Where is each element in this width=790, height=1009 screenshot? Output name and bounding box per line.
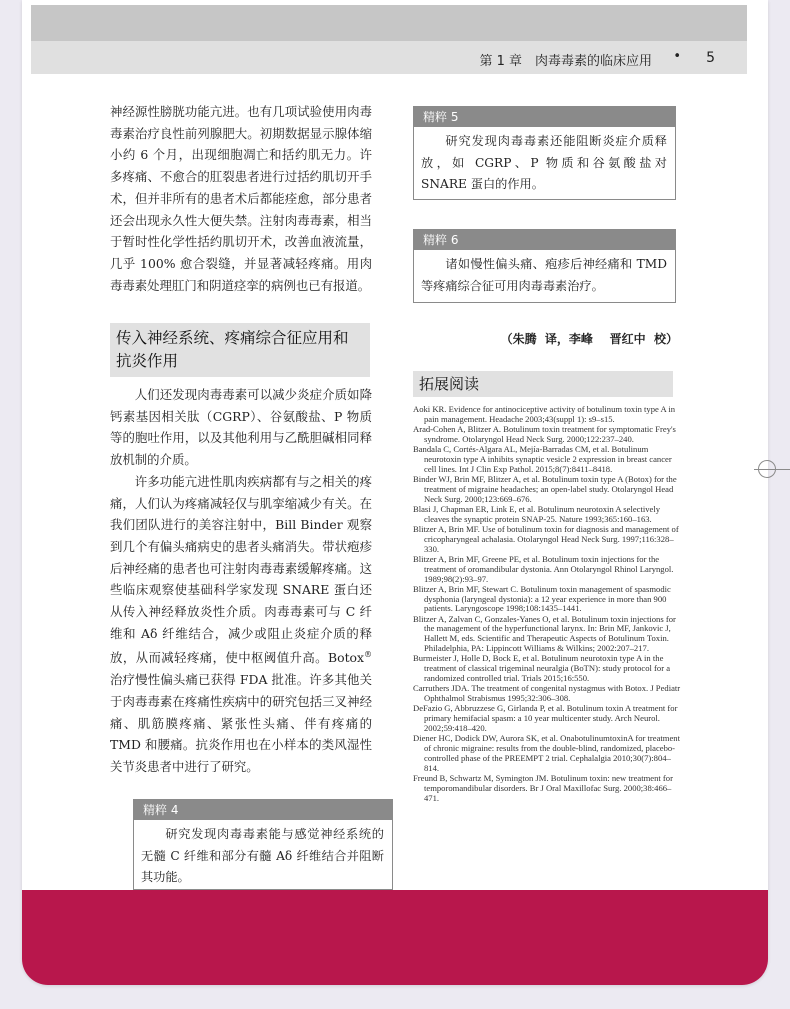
reference-item: Blasi J, Chapman ER, Link E, et al. Botulinum neurotoxin A selectively cleaves the synaptic protein SNAP-25. Nature 1993;365:160–163. (413, 503, 661, 524)
pearl-box-text: 研究发现肉毒毒素能与感觉神经系统的无髓 C 纤维和部分有髓 Aδ 纤维结合并阻断其功能。 (141, 827, 384, 884)
reference-item: Burmeister J, Holle D, Bock E, et al. Botulinum neurotoxin type A in the treatment of classical trigeminal neuralgia (BoTN): study protocol for a randomized controlled trial. Trials 2015;16:550. (413, 653, 671, 684)
left-column-body (110, 384, 372, 778)
further-reading-heading: 拓展阅读 (413, 371, 673, 397)
section-heading: 传入神经系统、疼痛综合征应用和抗炎作用 (110, 323, 370, 377)
pearl-box-text: 研究发现肉毒毒素还能阻断炎症介质释放，如 CGRP、P 物质和谷氨酸盐对 SNARE 蛋白的作用。 (421, 134, 667, 191)
reference-item: Blitzer A, Zalvan C, Gonzales-Yanes O, et al. Botulinum toxin injections for the management of the hyperfunctional larynx. In: Brin MF, Jankovic J, Hallett M, eds. Scientific and Therapeutic Aspects of Botulinum Toxin. Philadelphia, PA: Lippincott Williams & Wilkins; 2002:207–217. (413, 613, 676, 654)
paragraph-3-part-b: 治疗慢性偏头痛已获得 FDA 批准。许多其他关于肉毒毒素在疼痛性疾病中的研究包括三叉神经痛、肌筋膜疼痛、紧张性头痛、伴有疼痛的 TMD 和腰痛。抗炎作用也在小样本的类风湿性关节炎患者中进行了研究。 (110, 672, 372, 775)
header-top-band (31, 5, 747, 41)
page-number: 5 (706, 50, 715, 66)
reference-item: Blitzer A, Brin MF, Stewart C. Botulinum toxin management of spasmodic dysphonia (laryngeal dystonia): a 12 year experience in more than 900 patients. Laryngoscope 1998;108:1435–1441. (413, 583, 671, 614)
translator-credit: （朱腾 译，李峰 晋红中 校） (500, 332, 678, 346)
reference-item: Blitzer A, Brin MF, Greene PE, et al. Botulinum toxin injections for the treatment of oromandibular dystonia. Ann Otolaryngol Rhinol Laryngol. 1989;98(2):93–97. (413, 553, 674, 584)
reference-item: Arad-Cohen A, Blitzer A. Botulinum toxin treatment for symptomatic Frey's syndrome. Otolaryngol Head Neck Surg. 2000;122:237–240. (413, 424, 676, 444)
reference-item: Blitzer A, Brin MF. Use of botulinum toxin for diagnosis and management of cricopharyngeal achalasia. Otolaryngol Head Neck Surg. 1997;116:328–330. (413, 523, 679, 554)
running-header (31, 41, 747, 74)
registered-mark: ® (364, 650, 372, 660)
reference-list (413, 405, 683, 804)
reference-item: Carruthers JDA. The treatment of congenital nystagmus with Botox. J Pediatr Ophthalmol Strabismus 1995;32:306–308. (413, 683, 681, 704)
pearl-box-6 (413, 229, 676, 303)
chapter-title: 第 1 章 肉毒毒素的临床应用 (479, 54, 652, 69)
pearl-box-title: 精粹 4 (134, 800, 392, 820)
bottom-color-band (22, 890, 768, 985)
reference-item: Binder WJ, Brin MF, Blitzer A, et al. Botulinum toxin type A (Botox) for the treatment of migraine headaches; an open-label study. Otolaryngol Head Neck Surg. 2000;123:669–676. (413, 473, 677, 504)
paragraph-3-part-a: 许多功能亢进性肌肉疾病都有与之相关的疼痛，人们认为疼痛减轻仅与肌挛缩减少有关。在我们团队进行的美容注射中，Bill Binder 观察到几个有偏头痛病史的患者头痛消失。带状疱疹后神经痛的患者也可注射肉毒毒素缓解疼痛。这些临床观察使基础科学家发现 SNARE 蛋白还从传入神经释放炎性介质。肉毒毒素可与 C 纤维和 Aδ 纤维结合，减少或阻止炎症介质的释放，从而减轻疼痛，使中枢阈值升高。Botox (110, 473, 372, 666)
pearl-box-text: 诸如慢性偏头痛、疱疹后神经痛和 TMD 等疼痛综合征可用肉毒毒素治疗。 (421, 257, 667, 293)
paragraph-2: 人们还发现肉毒毒素可以减少炎症介质如降钙素基因相关肽（CGRP）、谷氨酸盐、P 物质等的胞吐作用，以及其他利用与乙酰胆碱相同释放机制的介质。 (110, 387, 372, 468)
pearl-box-4 (133, 799, 393, 890)
left-column-top (110, 101, 372, 296)
pearl-box-5 (413, 106, 676, 200)
reference-item: DeFazio G, Abbruzzese G, Girlanda P, et al. Botulinum toxin A treatment for primary hemifacial spasm: a 10 year multicenter study. Arch Neurol. 2002;59:418–420. (413, 703, 678, 734)
reference-item: Aoki KR. Evidence for antinociceptive activity of botulinum toxin type A in pain management. Headache 2003;43(suppl 1): s9–s15. (413, 404, 676, 424)
paragraph-1: 神经源性膀胱功能亢进。也有几项试验使用肉毒毒素治疗良性前列腺肥大。初期数据显示腺体缩小约 6 个月，出现细胞凋亡和括约肌无力。许多疼痛、不愈合的肛裂患者进行过括约肌切开手术，但并非所有的患者术后都能痊愈，部分患者还会出现永久性大便失禁。注射肉毒毒素，相当于暂时性化学性括约肌切开术，改善血液流量，几乎 100% 愈合裂缝，并显著减轻疼痛。用肉毒毒素处理肛门和阴道痉挛的病例也已有报道。 (110, 104, 372, 293)
registration-mark-icon (754, 458, 790, 480)
reference-item: Bandala C, Cortés-Algara AL, Mejía-Barradas CM, et al. Botulinum neurotoxin type A inhibits synaptic vesicle 2 expression in breast cancer cell lines. Int J Clin Exp Pathol. 2015;8(7):8411–8418. (413, 444, 672, 474)
paragraph-3 (110, 471, 372, 778)
pearl-box-title: 精粹 6 (414, 230, 675, 250)
header-bullet: • (673, 49, 681, 64)
pearl-box-title: 精粹 5 (414, 107, 675, 127)
reference-item: Diener HC, Dodick DW, Aurora SK, et al. OnabotulinumtoxinA for treatment of chronic migraine: results from the double-blind, randomized, placebo-controlled phase of the PREEMPT 2 trial. Cephalalgia 2010;30(7):804–814. (413, 733, 680, 773)
reference-item: Freund B, Schwartz M, Symington JM. Botulinum toxin: new treatment for temporomandibular disorders. Br J Oral Maxillofac Surg. 2000;38:466–471. (413, 772, 673, 803)
